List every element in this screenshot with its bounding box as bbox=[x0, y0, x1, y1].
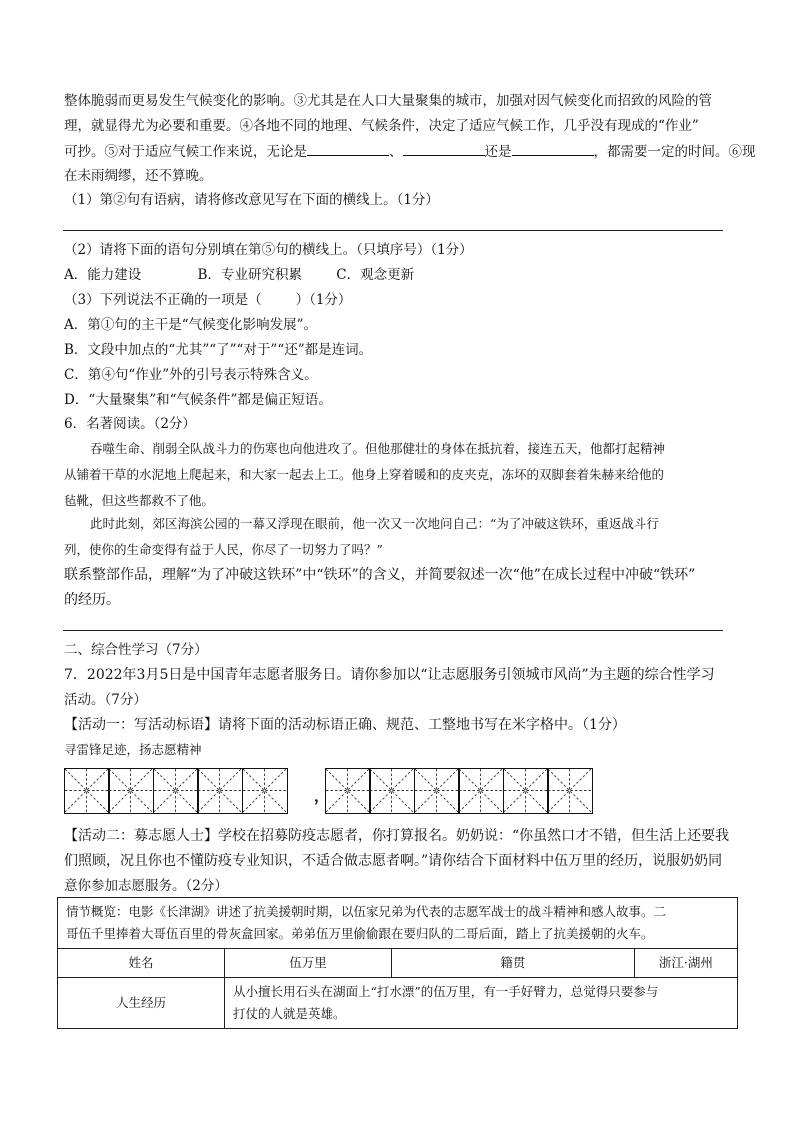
mizi-guide-lines bbox=[370, 769, 413, 812]
passage-line-2: 理，就显得尤为必要和重要。④各地不同的地理、气候条件，决定了适应气候工作，几乎没有现成的“作业” bbox=[64, 118, 699, 134]
grid-cell[interactable] bbox=[153, 768, 199, 814]
grid-cell[interactable] bbox=[242, 768, 288, 814]
q7-line-2: 活动。（7分） bbox=[64, 692, 147, 708]
mizi-guide-lines bbox=[326, 769, 369, 812]
activity-2-line-1: 【活动二：募志愿人士】学校在招募防疫志愿者，你打算报名。奶奶说：“你虽然口才不错，但生活上还要我 bbox=[64, 828, 730, 844]
grid-cell[interactable] bbox=[64, 768, 110, 814]
activity-1: 【活动一：写活动标语】请将下面的活动标语正确、规范、工整地书写在米字格中。（1分） bbox=[64, 717, 626, 733]
blank-2[interactable] bbox=[403, 141, 485, 156]
q6-title: 6．名著阅读。（2分） bbox=[64, 416, 196, 432]
mizi-guide-lines bbox=[65, 769, 108, 812]
passage-line-3-d: ，都需要一定的时间。⑥现 bbox=[593, 144, 756, 160]
option-b: B．专业研究积累 bbox=[197, 267, 302, 283]
summary-line-1: 情节概览：电影《长津湖》讲述了抗美援朝时期，以伍家兄弟为代表的志愿军战士的战斗精神和感人故事。二 bbox=[66, 904, 667, 919]
grid-cell[interactable] bbox=[547, 768, 593, 814]
origin-label: 籍贯 bbox=[392, 949, 635, 978]
q6-task-1: 联系整部作品，理解“为了冲破这铁环”中“铁环”的含义，并简要叙述一次“他”在成长过程中冲破“铁环” bbox=[64, 567, 696, 583]
passage-line-4: 在未雨绸缪，还不算晚。 bbox=[64, 168, 213, 184]
choice-b: B．文段中加点的“尤其”“了”“对于”“还”都是连词。 bbox=[64, 342, 373, 358]
slogan: 寻雷锋足迹，扬志愿精神 bbox=[64, 742, 202, 757]
option-c: C．观念更新 bbox=[336, 267, 415, 283]
summary-cell bbox=[58, 898, 738, 949]
excerpt-line-1: 吞噬生命、削弱全队战斗力的伤寒也向他进攻了。但他那健壮的身体在抵抗着，接连五天，他都打起精神 bbox=[90, 441, 666, 456]
q5-options bbox=[64, 265, 414, 285]
mizi-guide-lines bbox=[198, 769, 241, 812]
q5-sub1: （1）第②句有语病，请将修改意见写在下面的横线上。（1分） bbox=[64, 192, 439, 208]
excerpt-line-3: 毡靴，但这些都救不了他。 bbox=[64, 493, 215, 508]
q5-sub3 bbox=[64, 290, 351, 310]
mizi-guide-lines bbox=[154, 769, 197, 812]
info-table bbox=[57, 897, 738, 1029]
experience-value bbox=[225, 978, 738, 1029]
experience-line-1: 从小擅长用石头在湖面上“打水漂”的伍万里，有一手好臂力，总觉得只要参与 bbox=[233, 984, 659, 999]
grid-group-1 bbox=[65, 768, 288, 814]
choice-a: A．第①句的主干是“气候变化影响发展”。 bbox=[64, 317, 318, 333]
grid-cell[interactable] bbox=[503, 768, 549, 814]
passage-line-1: 整体脆弱而更易发生气候变化的影响。③尤其是在人口大量聚集的城市，加强对因气候变化而招致的风险的管 bbox=[64, 93, 712, 109]
table-row bbox=[58, 898, 738, 949]
grid-comma: ， bbox=[314, 787, 330, 805]
experience-label: 人生经历 bbox=[58, 978, 225, 1029]
grid-cell[interactable] bbox=[414, 768, 460, 814]
passage-line-3-c: 还是 bbox=[484, 144, 512, 160]
passage-line-3-a: 可抄。⑤对于适应气候工作来说，无论是 bbox=[64, 144, 307, 160]
mizi-guide-lines bbox=[459, 769, 502, 812]
mizi-guide-lines bbox=[504, 769, 547, 812]
excerpt-line-2: 从铺着干草的水泥地上爬起来，和大家一起去上工。他身上穿着暖和的皮夹克，冻坏的双脚套着朱赫来给他的 bbox=[64, 467, 665, 482]
option-a: A．能力建设 bbox=[64, 267, 142, 283]
grid-cell[interactable] bbox=[369, 768, 415, 814]
answer-line-1[interactable] bbox=[63, 230, 723, 231]
answer-line-2[interactable] bbox=[63, 630, 723, 631]
excerpt-line-4: 此时此刻，郊区海滨公园的一幕又浮现在眼前，他一次又一次地问自己：“为了冲破这铁环，重返战斗行 bbox=[90, 516, 659, 531]
origin-value: 浙江·湖州 bbox=[634, 949, 737, 978]
mizi-guide-lines bbox=[415, 769, 458, 812]
mizi-guide-lines bbox=[548, 769, 591, 812]
blank-1[interactable] bbox=[307, 141, 389, 156]
choice-d: D．“大量聚集”和“气候条件”都是偏正短语。 bbox=[64, 392, 332, 408]
summary-line-2: 哥伍千里捧着大哥伍百里的骨灰盒回家。弟弟伍万里偷偷跟在要归队的二哥后面，踏上了抗美援朝的火车。 bbox=[66, 926, 654, 941]
name-value: 伍万里 bbox=[225, 949, 392, 978]
table-row bbox=[58, 978, 738, 1029]
passage-line-3-b: 、 bbox=[389, 144, 403, 160]
q6-task-2: 的经历。 bbox=[64, 592, 120, 608]
grid-cell[interactable] bbox=[108, 768, 154, 814]
activity-2-line-3: 意你参加志愿服务。（2分） bbox=[64, 878, 228, 894]
experience-line-2: 打仗的人就是英雄。 bbox=[233, 1006, 346, 1021]
passage-line-3 bbox=[64, 141, 756, 162]
q5-sub3-b: ）（1分） bbox=[295, 292, 352, 308]
grid-group-2 bbox=[326, 768, 593, 814]
table-row bbox=[58, 949, 738, 978]
grid-cell[interactable] bbox=[458, 768, 504, 814]
grid-cell[interactable] bbox=[197, 768, 243, 814]
choice-c: C．第④句“作业”外的引号表示特殊含义。 bbox=[64, 367, 318, 383]
name-label: 姓名 bbox=[58, 949, 225, 978]
excerpt-line-5: 列，使你的生命变得有益于人民，你尽了一切努力了吗？” bbox=[64, 542, 383, 557]
mizi-guide-lines bbox=[243, 769, 286, 812]
activity-2-line-2: 们照顾，况且你也不懂防疫专业知识，不适合做志愿者啊。”请你结合下面材料中伍万里的经历，说服奶奶同 bbox=[64, 853, 723, 869]
section-2-heading: 二、综合性学习（7分） bbox=[64, 642, 208, 658]
q5-sub2: （2）请将下面的语句分别填在第⑤句的横线上。（只填序号）（1分） bbox=[64, 242, 473, 258]
q7-line-1: 7．2022年3月5日是中国青年志愿者服务日。请你参加以“让志愿服务引领城市风尚”为主题的综合性学习 bbox=[64, 667, 715, 683]
mizi-guide-lines bbox=[109, 769, 152, 812]
q5-sub3-a: （3）下列说法不正确的一项是（ bbox=[64, 292, 262, 308]
blank-3[interactable] bbox=[512, 141, 594, 156]
grid-cell[interactable] bbox=[325, 768, 371, 814]
